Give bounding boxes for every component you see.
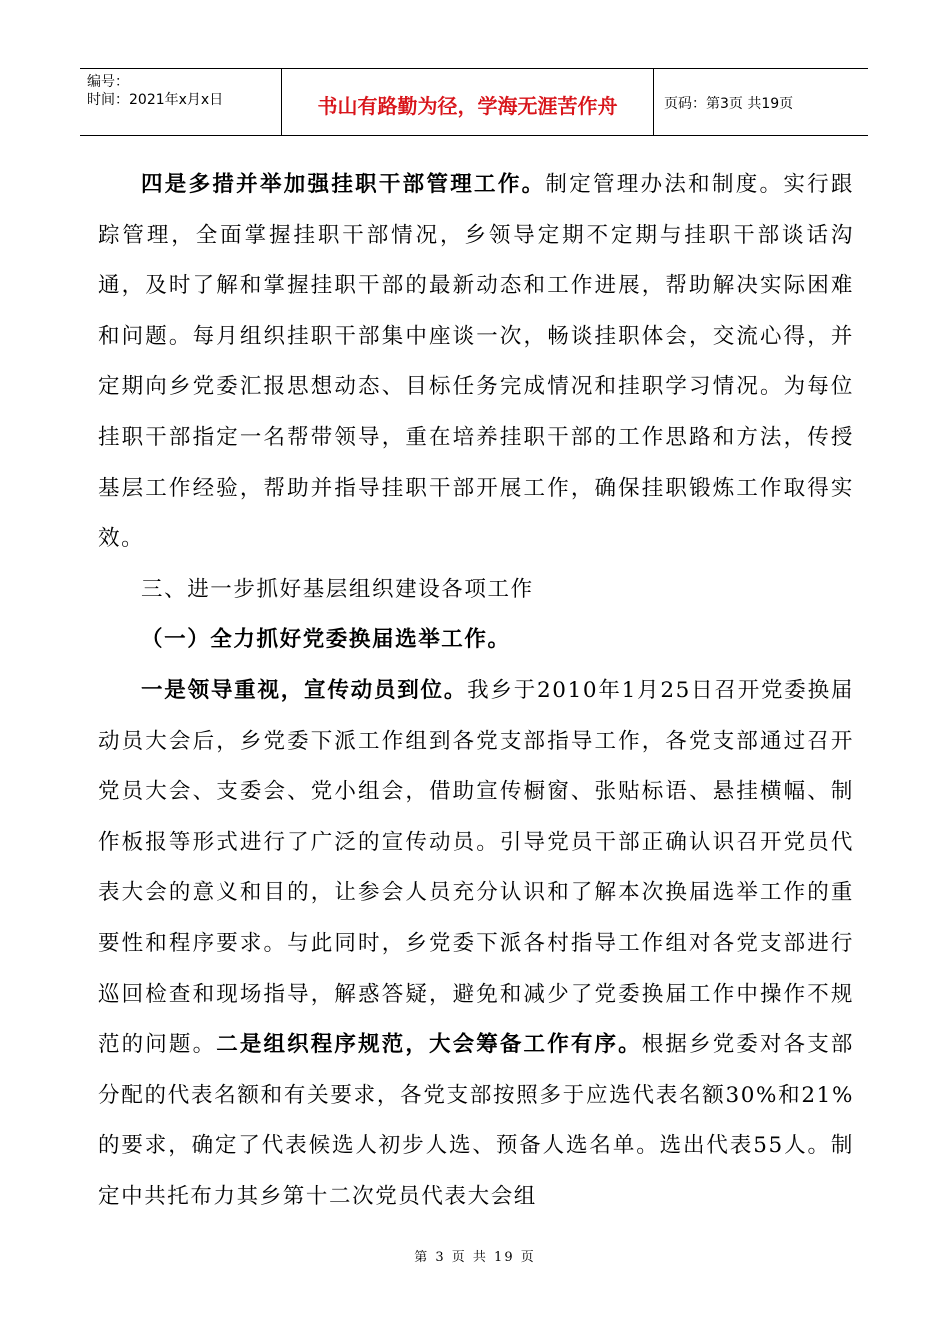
number-label: 编号：	[87, 74, 129, 90]
page-header	[80, 68, 868, 136]
header-motto: 书山有路勤为径，学海无涯苦作舟	[282, 69, 654, 135]
paragraph-4-lead-2: 二是组织程序规范，大会筹备工作有序。	[216, 1032, 642, 1058]
paragraph-1-text: 制定管理办法和制度。实行跟踪管理，全面掌握挂职干部情况，乡领导定期不定期与挂职干部谈话沟通，及时了解和掌握挂职干部的最新动态和工作进展，帮助解决实际困难和问题。每月组织挂职干部集中座谈一次，畅谈挂职体会，交流心得，并定期向乡党委汇报思想动态、目标任务完成情况和挂职学习情况。为每位挂职干部指定一名帮带领导，重在培养挂职干部的工作思路和方法，传授基层工作经验，帮助并指导挂职干部开展工作，确保挂职锻炼工作取得实效。	[98, 172, 854, 552]
subsection-heading-text: （一）全力抓好党委换届选举工作。	[141, 627, 511, 653]
paragraph-4	[98, 666, 854, 1223]
paragraph-1	[98, 160, 854, 565]
subsection-heading	[98, 615, 854, 666]
paragraph-4-text-2: 根据乡党委对各支部分配的代表名额和有关要求，各党支部按照多于应选代表名额30%和21%的要求，确定了代表候选人初步人选、预备人选名单。选出代表55人。制定中共托布力其乡第十二次党员代表大会组	[98, 1032, 854, 1209]
date-label: 时间：2021年x月x日	[87, 92, 224, 108]
section-heading-text: 三、进一步抓好基层组织建设各项工作	[141, 576, 534, 602]
header-page-info: 页码：第3页 共19页	[664, 96, 794, 112]
paragraph-4-text: 我乡于2010年1月25日召开党委换届动员大会后，乡党委下派工作组到各党支部指导工作，各党支部通过召开党员大会、支委会、党小组会，借助宣传橱窗、张贴标语、悬挂横幅、制作板报等形式进行了广泛的宣传动员。引导党员干部正确认识召开党员代表大会的意义和目的，让参会人员充分认识和了解本次换届选举工作的重要性和程序要求。与此同时，乡党委下派各村指导工作组对各党支部进行巡回检查和现场指导，解惑答疑，避免和减少了党委换届工作中操作不规范的问题。	[98, 677, 854, 1058]
header-meta	[80, 69, 282, 135]
paragraph-1-lead: 四是多措并举加强挂职干部管理工作。	[141, 172, 546, 197]
document-body	[98, 160, 854, 1222]
paragraph-4-lead: 一是领导重视，宣传动员到位。	[141, 677, 468, 703]
page-footer: 第 3 页 共 19 页	[414, 1250, 536, 1265]
section-heading	[98, 565, 854, 616]
